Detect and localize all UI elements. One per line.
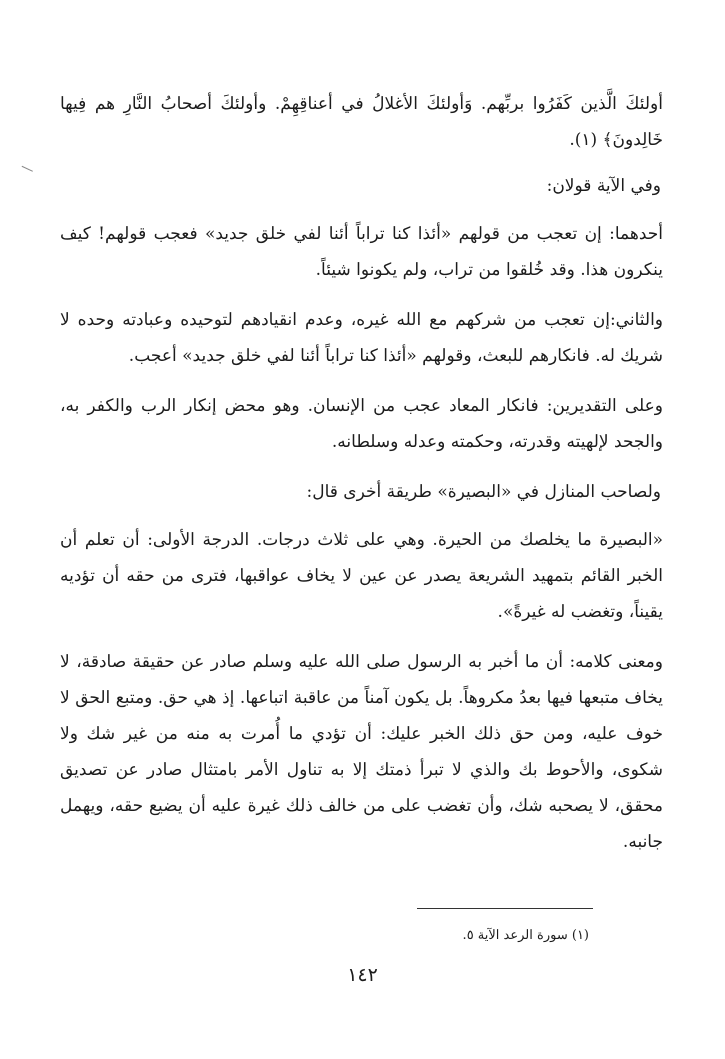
both-estimations-paragraph: وعلى التقديرين: فانكار المعاد عجب من الإنسان. وهو محض إنكار الرب والكفر به، والجحد لإلهيته وقدرته، وحكمته وعدله وسلطانه. xyxy=(60,396,663,452)
first-opinion-paragraph: أحدهما: إن تعجب من قولهم «أئذا كنا تراباً أئنا لفي خلق جديد» فعجب قولهم! كيف ينكرون هذا. وقد خُلقوا من تراب، ولم يكونوا شيئاً. xyxy=(60,224,663,280)
page-body xyxy=(60,86,663,860)
footnote-divider xyxy=(417,908,593,909)
footnote-text: سورة الرعد الآية ٥. xyxy=(462,928,568,943)
margin-mark xyxy=(19,166,33,177)
quran-verse-paragraph: أولئكَ الَّذين كَفَرُوا بربِّهم. وَأولئكَ الأغلالُ في أعناقِهِمْ. وأولئكَ أصحابُ النَّارِ هم فِيها خَالِدونَ﴾ (١). xyxy=(60,94,663,150)
basira-quote-paragraph: «البصيرة ما يخلصك من الحيرة. وهي على ثلاث درجات. الدرجة الأولى: أن تعلم أن الخبر القائم بتمهيد الشريعة يصدر عن عين لا يخاف عواقبها، فترى من حقه أن تؤديه يقيناً، وتغضب له غيرةً». xyxy=(60,530,663,622)
footnote-number: (١) xyxy=(571,928,589,943)
section-heading: وفي الآية قولان: xyxy=(546,176,661,196)
second-opinion-paragraph: والثاني:إن تعجب من شركهم مع الله غيره، وعدم انقيادهم لتوحيده وعبادته وحده لا شريك له. فانكارهم للبعث، وقولهم «أئذا كنا تراباً أئنا لفي خلق جديد» أعجب. xyxy=(60,310,663,366)
explanation-paragraph: ومعنى كلامه: أن ما أخبر به الرسول صلى الله عليه وسلم صادر عن حقيقة صادقة، لا يخاف متبعها فيها بعدُ مكروهاً. بل يكون آمناً من عاقبة اتباعها. إذ هي حق. ومتبع الحق لا خوف عليه، ومن حق ذلك الخبر عليك: أن تؤدي ما أُمرت به منه من غير شك ولا شكوى، والأحوط بك والذي لا تبرأ ذمتك إلا به تناول الأمر بامتثال صادر عن تصديق محقق، لا يصحبه شك، وأن تغضب على من خالف ذلك غيرة عليه أن يضيع حقه، ويهمل جانبه. xyxy=(60,652,664,852)
basira-intro-paragraph: ولصاحب المنازل في «البصيرة» طريقة أخرى قال: xyxy=(306,482,661,502)
footnote xyxy=(463,926,589,946)
page-number: ١٤٢ xyxy=(347,964,378,986)
